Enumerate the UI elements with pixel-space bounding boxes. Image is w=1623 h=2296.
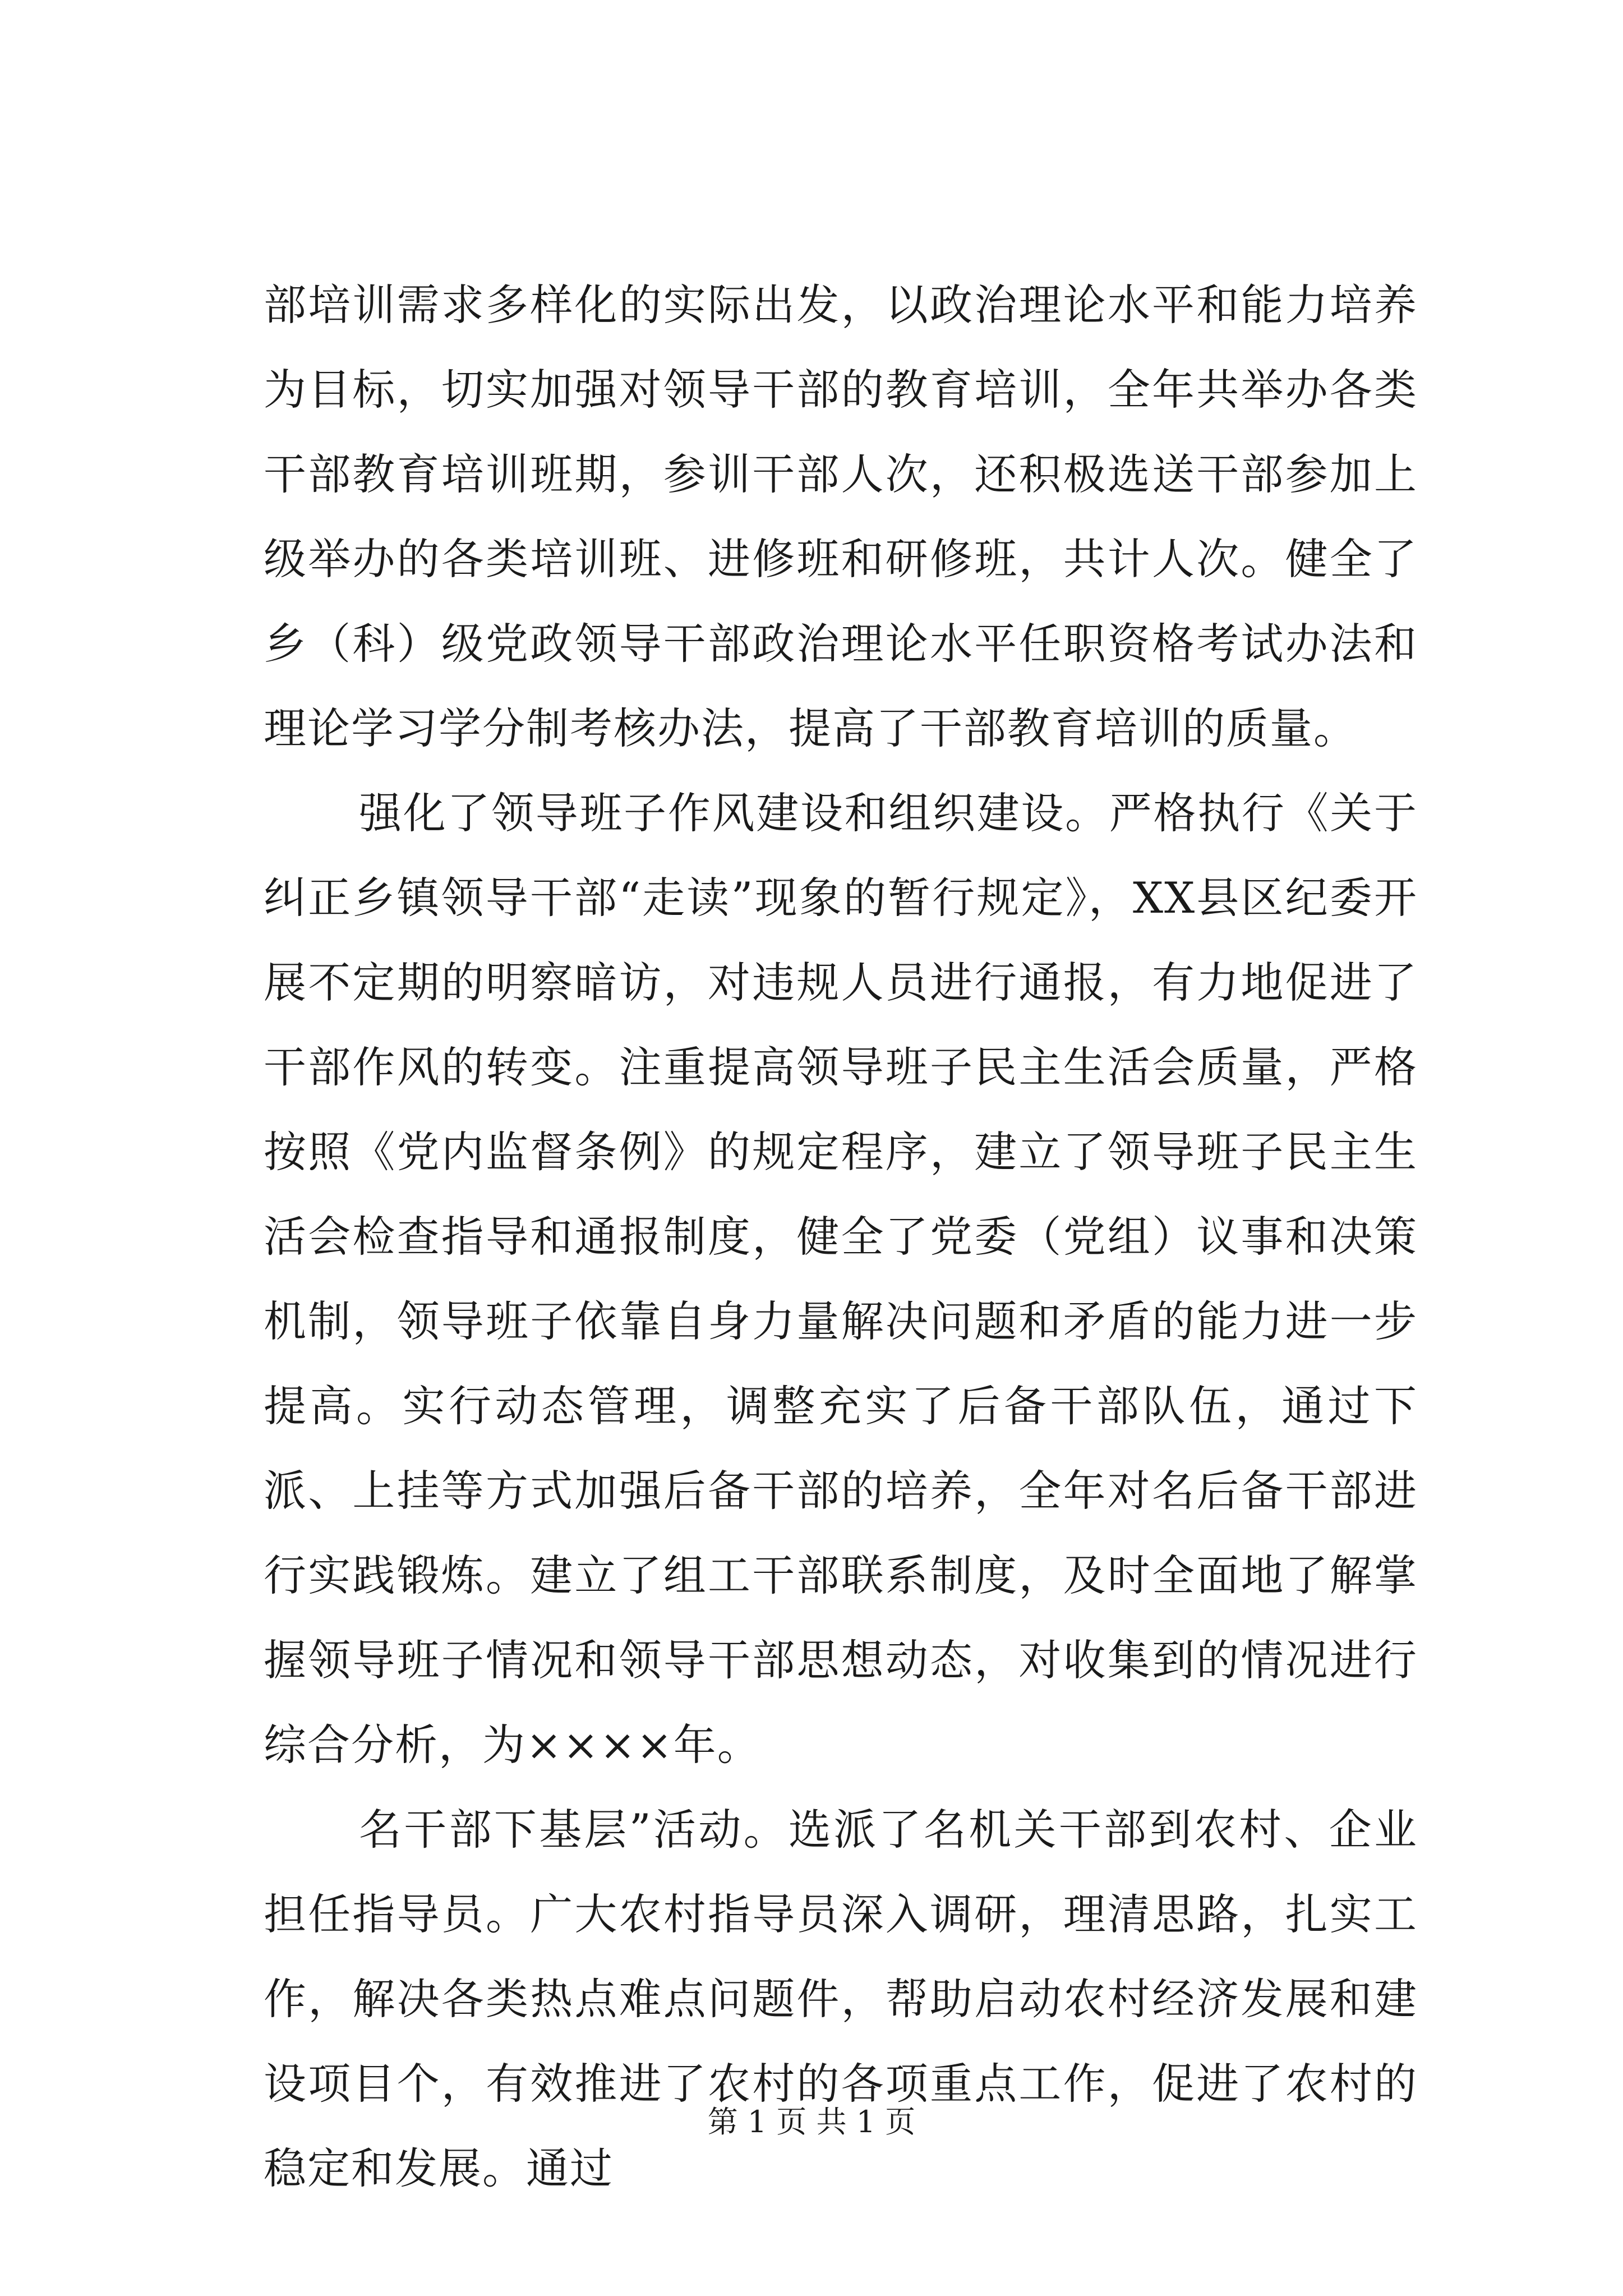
paragraph-1: 部培训需求多样化的实际出发，以政治理论水平和能力培养为目标，切实加强对领导干部的教育培训，全年共举办各类干部教育培训班期，参训干部人次，还积极选送干部参加上级举办的各类培训班、进修班和研修班，共计人次。健全了乡（科）级党政领导干部政治理论水平任职资格考试办法和理论学习学分制考核办法，提高了干部教育培训的质量。 bbox=[264, 280, 1418, 753]
paragraph-3: 名干部下基层”活动。选派了名机关干部到农村、企业担任指导员。广大农村指导员深入调研，理清思路，扎实工作，解决各类热点难点问题件，帮助启动农村经济发展和建设项目个，有效推进了农村的各项重点工作，促进了农村的稳定和发展。通过 bbox=[264, 1805, 1418, 2193]
document-body bbox=[264, 263, 1418, 2211]
page-footer: 第 1 页 共 1 页 bbox=[707, 2104, 916, 2139]
paragraph-2: 强化了领导班子作风建设和组织建设。严格执行《关于纠正乡镇领导干部“走读”现象的暂行规定》，XX县区纪委开展不定期的明察暗访，对违规人员进行通报，有力地促进了干部作风的转变。注重提高领导班子民主生活会质量，严格按照《党内监督条例》的规定程序，建立了领导班子民主生活会检查指导和通报制度，健全了党委（党组）议事和决策机制，领导班子依靠自身力量解决问题和矛盾的能力进一步提高。实行动态管理，调整充实了后备干部队伍，通过下派、上挂等方式加强后备干部的培养，全年对名后备干部进行实践锻炼。建立了组工干部联系制度，及时全面地了解掌握领导班子情况和领导干部思想动态，对收集到的情况进行综合分析，为××××年。 bbox=[264, 788, 1418, 1770]
